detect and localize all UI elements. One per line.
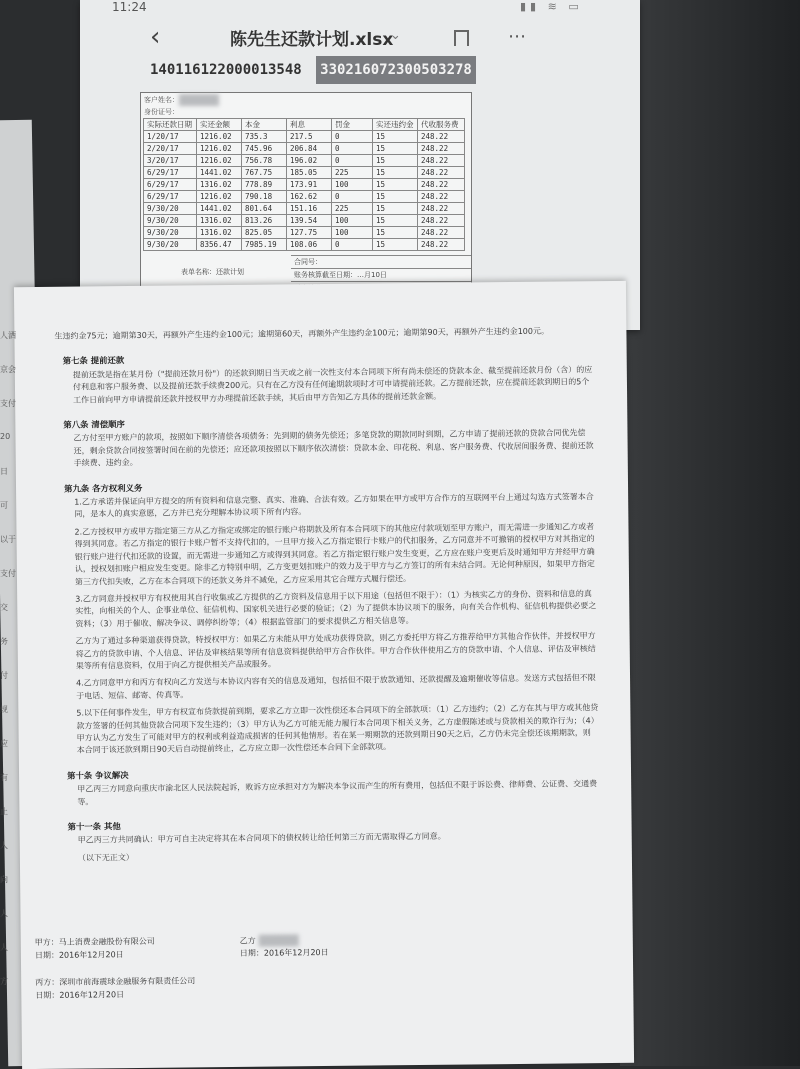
table-cell: 9/30/20 <box>144 239 197 251</box>
table-cell: 15 <box>373 179 418 191</box>
table-cell: 225 <box>332 203 373 215</box>
table-cell: 6/29/17 <box>144 191 197 203</box>
side-fragment: 日 <box>0 467 8 476</box>
status-time: 11:24 <box>112 0 147 14</box>
header-cell: 利息 <box>287 119 332 131</box>
table-header-row <box>144 119 465 131</box>
table-cell: 1441.02 <box>197 203 242 215</box>
customer-name-label: 客户姓名： <box>141 93 471 107</box>
table-cell: 15 <box>373 239 418 251</box>
end-note: （以下无正文） <box>77 852 134 863</box>
table-cell: 735.3 <box>242 131 287 143</box>
table-cell: 15 <box>373 227 418 239</box>
table-row <box>144 179 465 191</box>
table-cell: 6/29/17 <box>144 167 197 179</box>
background-dark-surface <box>620 0 800 1066</box>
table-row <box>144 155 465 167</box>
sheet-tab-1: 140116122000013548 <box>150 62 302 78</box>
table-cell: 3/20/17 <box>144 155 197 167</box>
header-cell: 代收服务费 <box>418 119 465 131</box>
side-fragment: 20 <box>0 432 11 441</box>
table-cell: 173.91 <box>287 179 332 191</box>
redaction <box>258 934 298 946</box>
header-cell: 实还违约金 <box>373 119 418 131</box>
table-cell: 248.22 <box>418 131 465 143</box>
article-9-p5: 5.以下任何事件发生，甲方有权宣布贷款提前到期，要求乙方立即一次性偿还本合同项下的全部款项：（1）乙方违约；（2）乙方在其与甲方或其他贷款方签署的任何其他贷款合同项下发生违约；（3）甲方认为乙方可能无能力履行本合同项下相关义务，乙方虚假陈述或与贷款相关的欺诈行为；（4）甲方认为乙方发生了可能对甲方的权利或利益造成损害的任何其他情形。若在某一期期款的还款到期日90天之后，乙方仍未完全偿还该期期款，则本合同于该还款到期日90天后自动提前终止，乙方应立即一次性偿还本合同下全部款项。 <box>76 703 599 755</box>
table-cell: 7985.19 <box>242 239 287 251</box>
table-row <box>144 191 465 203</box>
table-cell: 248.22 <box>418 179 465 191</box>
table-cell: 9/30/20 <box>144 203 197 215</box>
side-fragment: 向 <box>0 875 8 884</box>
date-b: 日期：2016年12月20日 <box>239 947 329 958</box>
article-9-p2: 2.乙方授权甲方或甲方指定第三方从乙方指定或绑定的银行账户将期款及所有本合同项下的其他应付款项划至甲方账户，而无需进一步通知乙方或者得到其同意。若乙方指定的银行卡账户暂不支持代扣的，一旦甲方接入乙方指定银行卡账户的代扣服务，乙方同意并不可撤销的授权甲方对其指定的银行账户进行代扣还款的设置，而无需进一步通知乙方或得到其同意。若乙方指定银行账户发生变更，乙方应在账户变更后及时通知甲方并经甲方确认，授权划扣账户相应发生变更。除非乙方特别申明，乙方变更划扣账户的效力及于甲方与乙方签订的所有未结合同。无论何种原因，如果甲方指定第三方代扣失败，乙方在本合同项下的还款义务并不减免，乙方应采用其它合理方式履行偿还。 <box>74 522 595 587</box>
article-9-title: 第九条 各方权利义务 <box>63 482 143 494</box>
contract-page <box>14 281 634 1069</box>
side-fragment: 京会 <box>0 365 16 374</box>
article-9-p4: 4.乙方同意甲方和丙方有权向乙方发送与本协议内容有关的信息及通知，包括但不限于放款通知、还款提醒及逾期催收等信息。发送方式包括但不限于电话、短信、邮寄、传真等。 <box>76 673 596 701</box>
date-c: 日期：2016年12月20日 <box>35 990 125 1001</box>
table-cell: 790.18 <box>242 191 287 203</box>
article-11-body: 甲乙丙三方共同确认：甲方可自主决定将其在本合同项下的债权转让给任何第三方而无需取得乙方同意。 <box>77 832 446 845</box>
repayment-table <box>140 92 472 294</box>
table-row <box>144 203 465 215</box>
table-cell: 15 <box>373 203 418 215</box>
table-cell: 217.5 <box>287 131 332 143</box>
table-cell: 100 <box>332 179 373 191</box>
bookmark-icon <box>454 30 469 46</box>
party-a: 甲方：马上消费金融股份有限公司 <box>34 936 155 948</box>
table-cell: 1216.02 <box>197 155 242 167</box>
table-cell: 9/30/20 <box>144 215 197 227</box>
table-cell: 778.89 <box>242 179 287 191</box>
table-cell: 0 <box>332 191 373 203</box>
article-10-body: 甲乙丙三方同意向重庆市渝北区人民法院起诉，败诉方应承担对方为解决本争议而产生的所有费用，包括但不限于诉讼费、律师费、公证费、交通费等。 <box>77 779 598 807</box>
side-fragment: 以于 <box>0 535 16 544</box>
contract-body <box>54 325 600 870</box>
table-cell: 100 <box>332 227 373 239</box>
table-cell: 139.54 <box>287 215 332 227</box>
sheet-name: 表单名称：还款计划 <box>181 268 244 276</box>
table-row <box>144 227 465 239</box>
table-cell: 185.05 <box>287 167 332 179</box>
article-7-title: 第七条 提前还款 <box>62 355 125 367</box>
side-fragment: 务 <box>0 637 8 646</box>
top-line: 生违约金75元；逾期第30天，再额外产生违约金100元；逾期第60天，再额外产生违约金100元；逾期第90天，再额外产生违约金100元。 <box>54 326 549 341</box>
table-cell: 756.78 <box>242 155 287 167</box>
table-cell: 2/20/17 <box>144 143 197 155</box>
header-cell: 实际还款日期 <box>144 119 197 131</box>
contract-no: 合同号： <box>291 255 471 268</box>
table-cell: 248.22 <box>418 155 465 167</box>
more-icon: ⋯ <box>508 26 526 47</box>
table-cell: 0 <box>332 155 373 167</box>
table-cell: 801.64 <box>242 203 287 215</box>
article-7-body: 提前还款是指在某月份（"提前还款月份"）的还款到期日当天或之前一次性支付本合同项下所有尚未偿还的贷款本金、截至提前还款月份（含）的应付利息和客户服务费、以及提前还款手续费200元。只有在乙方没有任何逾期款项时才可申请提前还款。乙方提前还款，应在提前还款到期日的5个工作日前向甲方申请提前还款并授权甲方办理提前还款手续，其后由甲方告知乙方具体的提前还款金额。 <box>72 364 593 405</box>
article-8-title: 第八条 清偿顺序 <box>63 419 125 430</box>
table-cell: 1/20/17 <box>144 131 197 143</box>
date-a: 日期：2016年12月20日 <box>34 950 124 961</box>
redaction <box>179 94 219 106</box>
header-cell: 实还金额 <box>197 119 242 131</box>
table-cell: 1216.02 <box>197 143 242 155</box>
table-cell: 1441.02 <box>197 167 242 179</box>
table-cell: 248.22 <box>418 167 465 179</box>
side-fragment: 方 <box>0 977 8 986</box>
sheet-tab-2: 330216072300503278 <box>316 56 476 84</box>
table-cell: 100 <box>332 215 373 227</box>
table-cell: 0 <box>332 239 373 251</box>
table-cell: 6/29/17 <box>144 179 197 191</box>
table-cell: 1316.02 <box>197 215 242 227</box>
table-cell: 1216.02 <box>197 131 242 143</box>
article-10-title: 第十条 争议解决 <box>66 769 129 781</box>
side-fragment: 支付 <box>0 569 16 578</box>
table-cell: 15 <box>373 131 418 143</box>
article-8-body: 乙方付至甲方账户的款项，按照如下顺序清偿各项债务：先到期的债务先偿还；多笔贷款的期款同时到期，乙方申请了提前还款的贷款合同优先偿还，剩余贷款合同按签署时间在前的先偿还；应还款项按照以下顺序依次清偿：贷款本金、印花税、利息、客户服务费、代收居间服务费、提前还款手续费、违约金。 <box>73 428 594 468</box>
table-row <box>144 215 465 227</box>
side-fragment: 人 <box>0 841 8 850</box>
table-cell: 1316.02 <box>197 227 242 239</box>
side-fragment: 人 <box>0 943 8 952</box>
signature-block <box>35 931 596 1003</box>
table-cell: 8356.47 <box>197 239 242 251</box>
table-cell: 108.06 <box>287 239 332 251</box>
id-number-label: 身份证号： <box>144 108 179 116</box>
table-cell: 813.26 <box>242 215 287 227</box>
table-cell: 248.22 <box>418 203 465 215</box>
chevron-down-icon: ⌄ <box>390 28 401 43</box>
table-cell: 162.62 <box>287 191 332 203</box>
table-cell: 248.22 <box>418 191 465 203</box>
article-9-p3b: 乙方为了通过多种渠道获得贷款，特授权甲方：如果乙方未能从甲方处成功获得贷款，则乙方委托甲方将乙方推荐给甲方其他合作伙伴，并授权甲方将乙方的贷款申请、个人信息、评估及审核结果等所有信息资料提供给甲方合作伙伴。甲方合作伙伴使用乙方的贷款申请、个人信息、评估及审核结果等所有信息资料，仅用于向乙方提供相关产品或服务。 <box>75 631 596 671</box>
table-cell: 248.22 <box>418 239 465 251</box>
side-fragment: 付 <box>0 671 8 680</box>
side-fragment: 人 <box>0 909 8 918</box>
article-9-p3: 3.乙方同意并授权甲方有权使用其自行收集或乙方提供的乙方资料及信息用于以下用途（包括但不限于）：（1）为核实乙方的身份、资料和信息的真实性，向相关的个人、企事业单位、征信机构、国家机关进行必要的验证；（2）为了提供本协议项下的服务，向有关合作机构、征信机构提供必要之资料；（3）用于催收、解决争议、调停纠纷等；（4）根据监管部门的要求提供乙方相关信息等。 <box>75 589 597 629</box>
table-cell: 248.22 <box>418 227 465 239</box>
table-cell: 248.22 <box>418 143 465 155</box>
table-cell: 225 <box>332 167 373 179</box>
article-9-p1: 1.乙方承诺并保证向甲方提交的所有资料和信息完整、真实、准确、合法有效。乙方如果在甲方或甲方合作方的互联网平台上通过勾选方式签署本合同，是本人的真实意愿，乙方并已充分理解本协议项下所有内容。 <box>74 492 594 520</box>
table-row <box>144 143 465 155</box>
header-cell: 本金 <box>242 119 287 131</box>
table-row <box>144 239 465 251</box>
header-cell: 罚金 <box>332 119 373 131</box>
repayment-grid <box>143 118 465 251</box>
table-cell: 15 <box>373 167 418 179</box>
table-cell: 196.02 <box>287 155 332 167</box>
table-cell: 9/30/20 <box>144 227 197 239</box>
table-cell: 248.22 <box>418 215 465 227</box>
table-cell: 1216.02 <box>197 191 242 203</box>
chevron-left-icon: ‹ <box>150 22 161 52</box>
audit-date: 账务核算截至日期：…月10日 <box>291 268 471 281</box>
file-title: 陈先生还款计划.xlsx <box>230 30 394 50</box>
table-cell: 1316.02 <box>197 179 242 191</box>
table-cell: 15 <box>373 155 418 167</box>
side-fragment: 规 <box>0 705 8 714</box>
table-row <box>144 167 465 179</box>
table-row <box>144 131 465 143</box>
table-cell: 15 <box>373 143 418 155</box>
table-cell: 127.75 <box>287 227 332 239</box>
party-b: 乙方 <box>240 934 299 948</box>
table-cell: 151.16 <box>287 203 332 215</box>
table-cell: 15 <box>373 215 418 227</box>
party-c: 丙方：深圳市前海震球金融服务有限责任公司 <box>35 976 196 988</box>
table-cell: 0 <box>332 131 373 143</box>
table-cell: 206.84 <box>287 143 332 155</box>
table-cell: 0 <box>332 143 373 155</box>
table-cell: 745.96 <box>242 143 287 155</box>
side-fragment: 止 <box>0 807 8 816</box>
article-11-title: 第十一条 其他 <box>67 821 121 832</box>
side-fragment: 应 <box>0 739 8 748</box>
table-cell: 825.05 <box>242 227 287 239</box>
side-fragment: 支付 <box>0 399 16 408</box>
side-fragment: 交 <box>0 603 8 612</box>
table-cell: 767.75 <box>242 167 287 179</box>
side-fragment: 有 <box>0 773 8 782</box>
table-cell: 15 <box>373 191 418 203</box>
side-fragment: 可 <box>0 501 8 510</box>
status-icons: ▮▮ ≋ ▭ <box>520 0 583 13</box>
side-fragment: 人洒 <box>0 331 16 340</box>
